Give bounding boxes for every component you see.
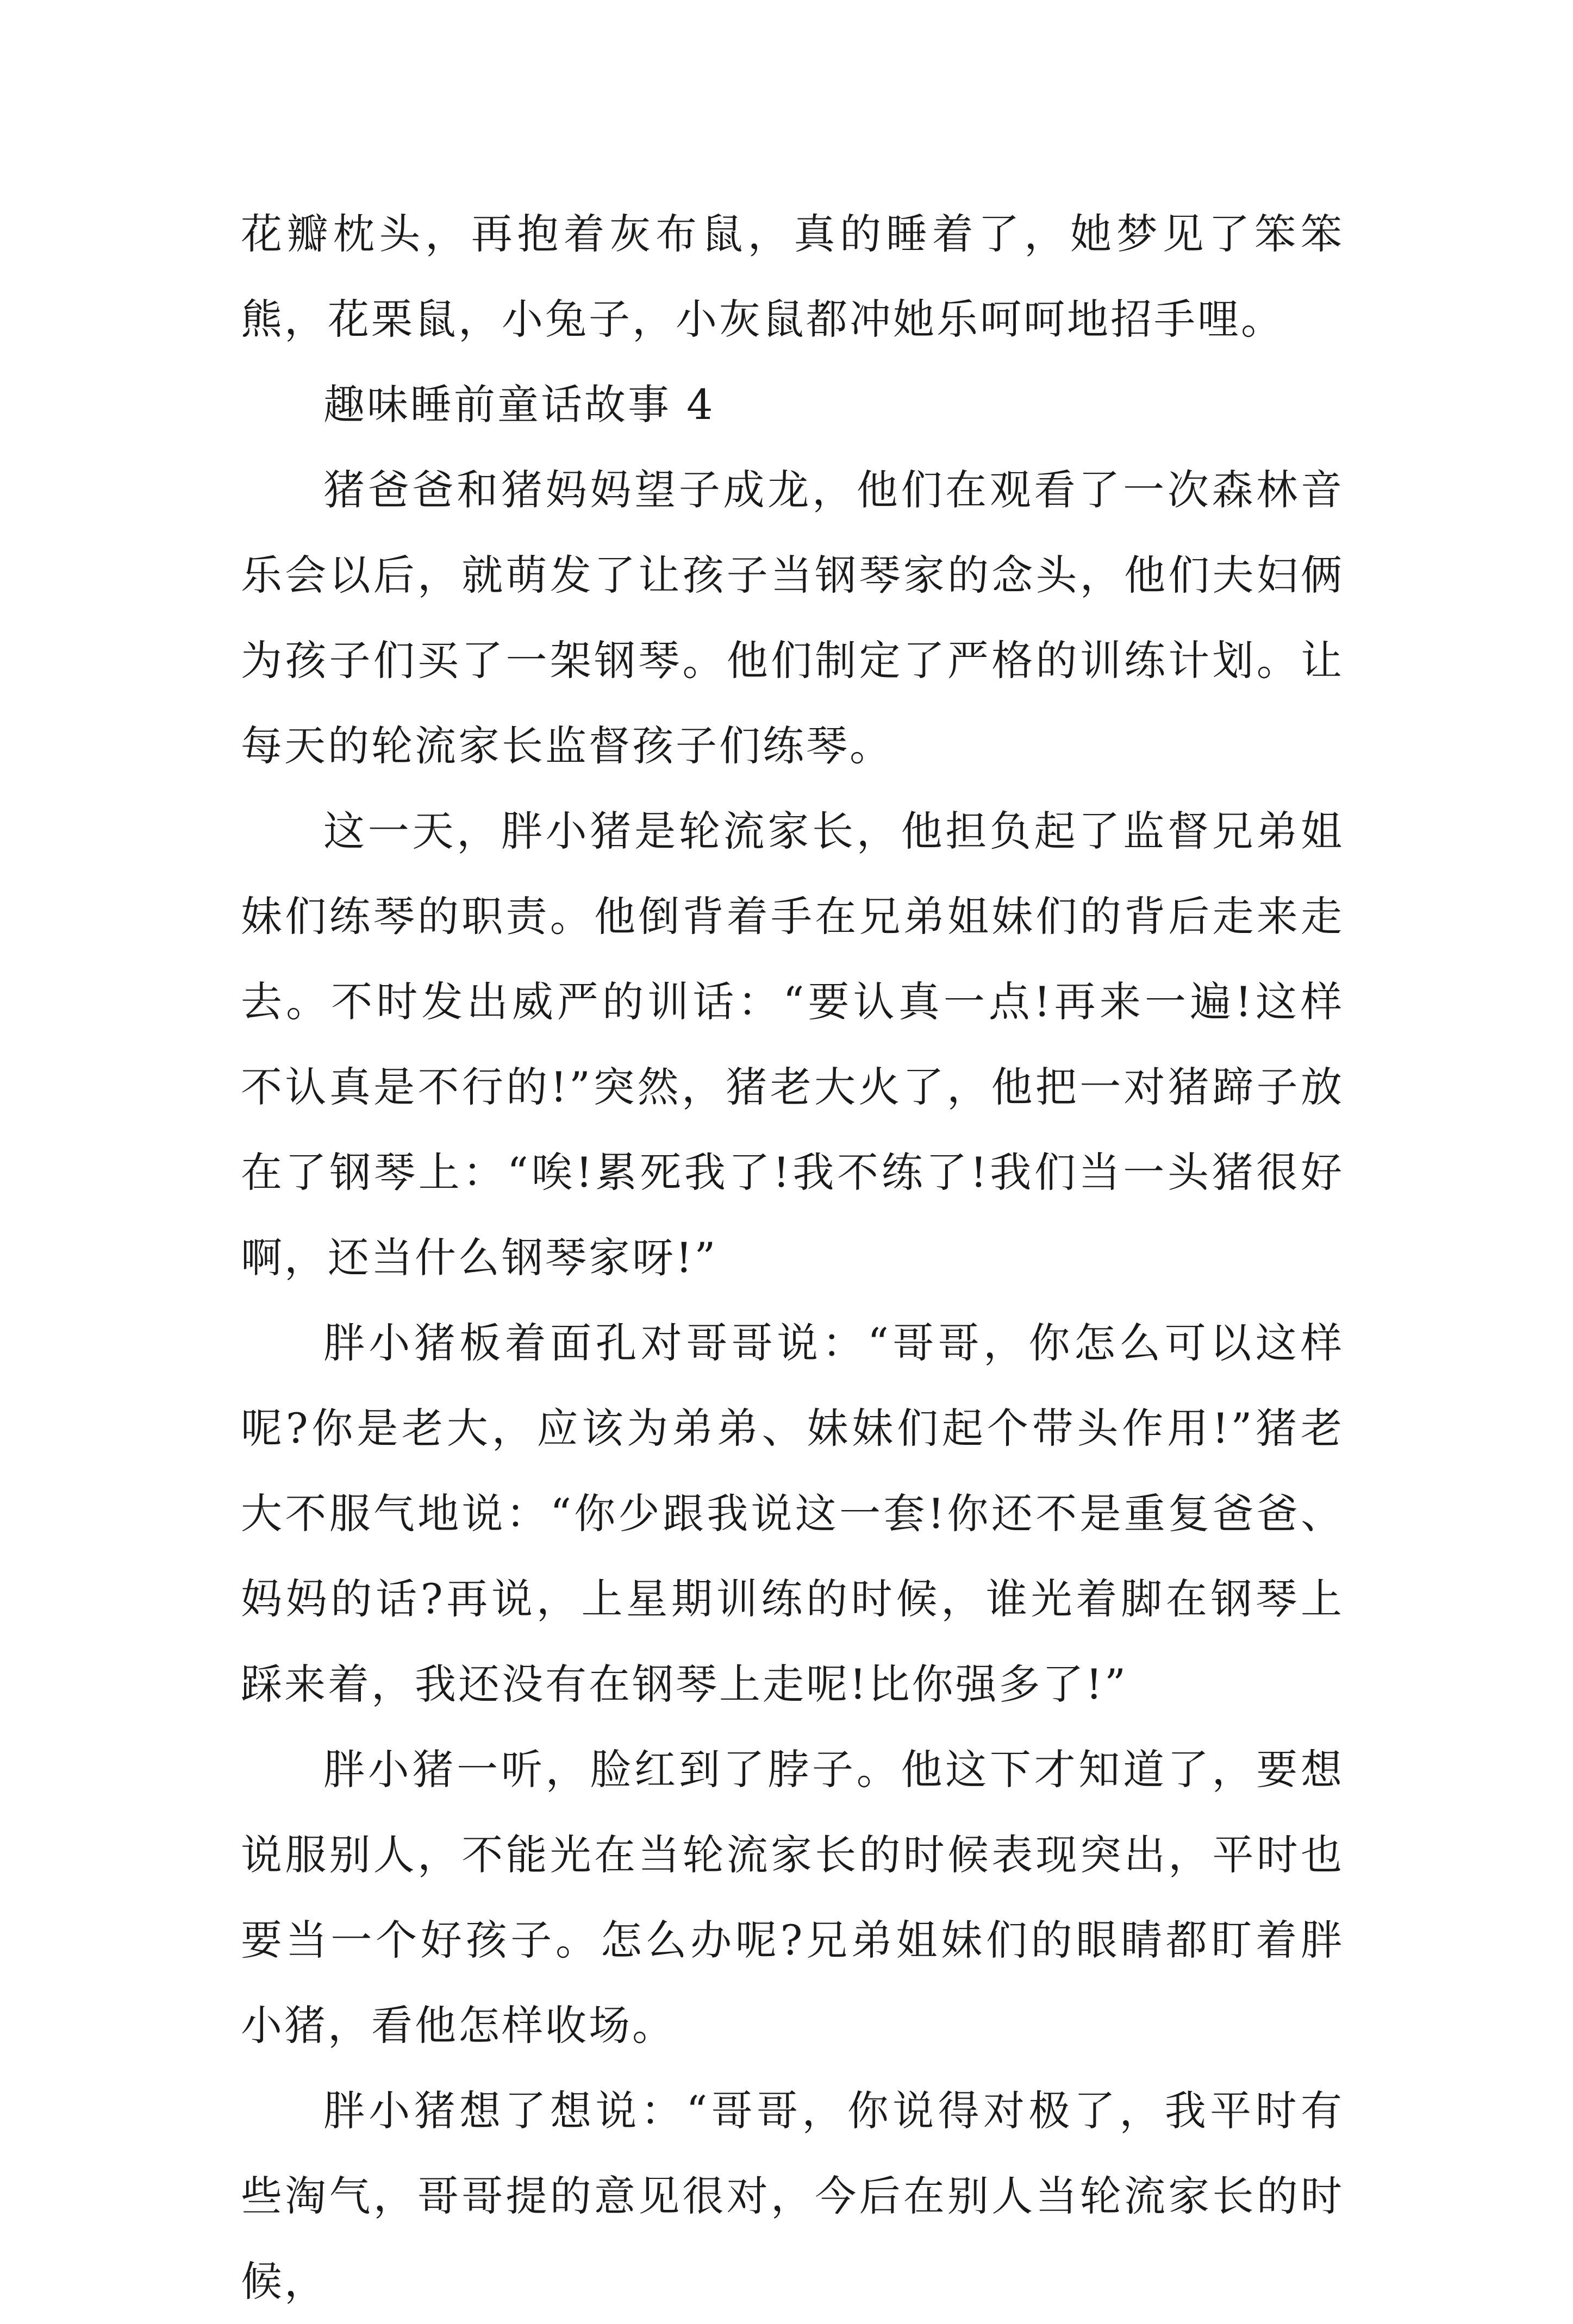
document-body [241,191,1344,2324]
paragraph: 猪爸爸和猪妈妈望子成龙，他们在观看了一次森林音乐会以后，就萌发了让孩子当钢琴家的念头，他们夫妇俩为孩子们买了一架钢琴。他们制定了严格的训练计划。让每天的轮流家长监督孩子们练琴。 [241,466,1344,770]
paragraph: 胖小猪想了想说：“哥哥，你说得对极了，我平时有些淘气，哥哥提的意见很对，今后在别人当轮流家长的时候， [241,2087,1344,2306]
story-heading: 趣味睡前童话故事 4 [323,380,715,429]
paragraph: 胖小猪一听，脸红到了脖子。他这下才知道了，要想说服别人，不能光在当轮流家长的时候表现突出，平时也要当一个好孩子。怎么办呢?兄弟姐妹们的眼睛都盯着胖小猪，看他怎样收场。 [241,1745,1344,2050]
paragraph-continued: 花瓣枕头，再抱着灰布鼠，真的睡着了，她梦见了笨笨熊，花栗鼠，小兔子，小灰鼠都冲她乐呵呵地招手哩。 [241,210,1344,343]
paragraph: 这一天，胖小猪是轮流家长，他担负起了监督兄弟姐妹们练琴的职责。他倒背着手在兄弟姐妹们的背后走来走去。不时发出威严的训话：“要认真一点!再来一遍!这样不认真是不行的!”突然，猪老大火了，他把一对猪蹄子放在了钢琴上：“唉!累死我了!我不练了!我们当一头猪很好啊，还当什么钢琴家呀!” [241,807,1344,1282]
paragraph: 胖小猪板着面孔对哥哥说：“哥哥，你怎么可以这样呢?你是老大，应该为弟弟、妹妹们起个带头作用!”猪老大不服气地说：“你少跟我说这一套!你还不是重复爸爸、妈妈的话?再说，上星期训练的时候，谁光着脚在钢琴上踩来着，我还没有在钢琴上走呢!比你强多了!” [241,1319,1344,1708]
